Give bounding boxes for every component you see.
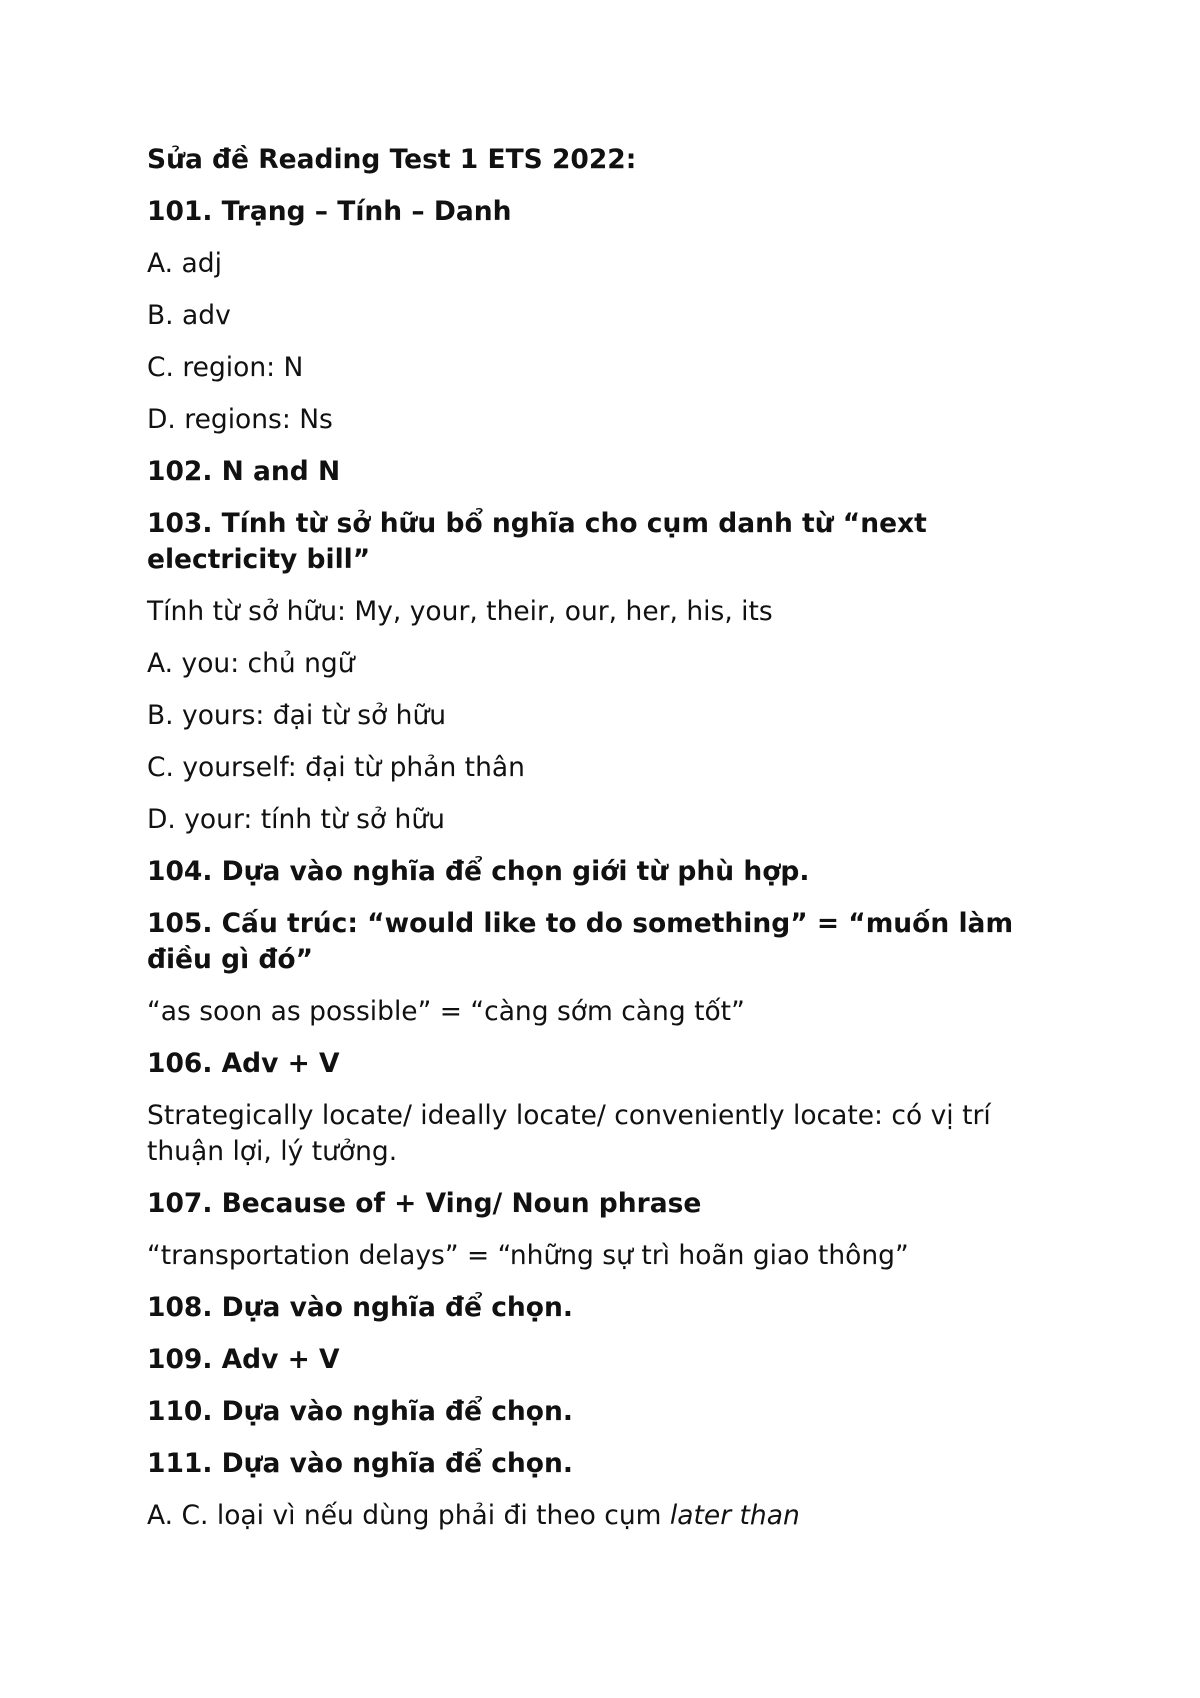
- q103-heading: 103. Tính từ sở hữu bổ nghĩa cho cụm danh từ “next electricity bill”: [147, 508, 927, 575]
- q103-option-a: A. you: chủ ngữ: [147, 648, 355, 679]
- q101-option-b: B. adv: [147, 300, 231, 331]
- q111-note: A. C. loại vì nếu dùng phải đi theo cụm: [147, 1500, 662, 1531]
- q111-note-line: [147, 1498, 1067, 1534]
- q108-heading: 108. Dựa vào nghĩa để chọn.: [147, 1292, 573, 1323]
- q103-note: Tính từ sở hữu: My, your, their, our, her, his, its: [147, 596, 773, 627]
- q110-heading: 110. Dựa vào nghĩa để chọn.: [147, 1396, 573, 1427]
- q105-heading: 105. Cấu trúc: “would like to do something” = “muốn làm điều gì đó”: [147, 908, 1014, 975]
- q105-note: “as soon as possible” = “càng sớm càng tốt”: [147, 996, 745, 1027]
- q103-option-d: D. your: tính từ sở hữu: [147, 804, 445, 835]
- q101-option-d: D. regions: Ns: [147, 404, 333, 435]
- document-title: Sửa đề Reading Test 1 ETS 2022:: [147, 144, 637, 175]
- q104-heading: 104. Dựa vào nghĩa để chọn giới từ phù hợp.: [147, 856, 810, 887]
- q106-note: Strategically locate/ ideally locate/ conveniently locate: có vị trí thuận lợi, lý tưởng.: [147, 1100, 991, 1167]
- q107-note: “transportation delays” = “những sự trì hoãn giao thông”: [147, 1240, 909, 1271]
- q101-option-a: A. adj: [147, 248, 222, 279]
- q107-heading: 107. Because of + Ving/ Noun phrase: [147, 1188, 702, 1219]
- document-page: [147, 142, 1067, 1550]
- q111-heading: 111. Dựa vào nghĩa để chọn.: [147, 1448, 573, 1479]
- q102-heading: 102. N and N: [147, 456, 341, 487]
- q111-note-italic: later than: [669, 1500, 800, 1531]
- q101-heading: 101. Trạng – Tính – Danh: [147, 196, 512, 227]
- q103-option-b: B. yours: đại từ sở hữu: [147, 700, 447, 731]
- q103-option-c: C. yourself: đại từ phản thân: [147, 752, 525, 783]
- q106-heading: 106. Adv + V: [147, 1048, 340, 1079]
- q101-option-c: C. region: N: [147, 352, 304, 383]
- q109-heading: 109. Adv + V: [147, 1344, 340, 1375]
